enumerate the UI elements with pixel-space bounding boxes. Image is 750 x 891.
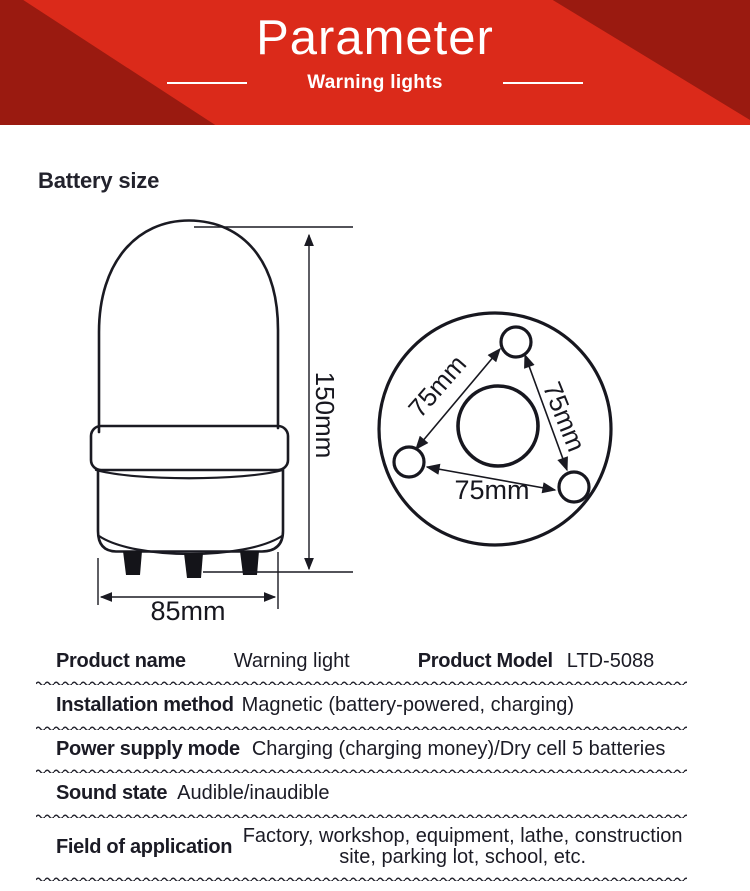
row-divider (36, 876, 687, 881)
side-view-base (98, 470, 283, 552)
width-dimension-label: 85mm (150, 596, 226, 626)
spec-table (36, 643, 687, 881)
height-dimension-label: 150mm (310, 371, 340, 459)
spec-label: Product Model (417, 650, 553, 672)
spec-value: Magnetic (battery-powered, charging) (241, 693, 575, 716)
spec-value: Warning light (233, 650, 350, 672)
row-divider (36, 725, 687, 730)
side-view-dome (99, 221, 278, 433)
top-view-hole-left (394, 447, 424, 477)
spec-label: Power supply mode (56, 737, 240, 760)
table-row (36, 818, 687, 876)
row-divider (36, 813, 687, 818)
spec-label: Product name (56, 650, 186, 672)
top-view-right-dimension-label: 75mm (536, 377, 592, 456)
subtitle-right-line (503, 82, 583, 84)
spec-value: Audible/inaudible (177, 781, 330, 804)
top-view-hole-right (559, 472, 589, 502)
table-row (36, 730, 687, 768)
spec-value: LTD-5088 (566, 650, 655, 672)
page-title: Parameter (256, 11, 494, 65)
side-view-feet (123, 551, 259, 578)
dimension-diagram (60, 215, 640, 630)
side-view-band (91, 426, 288, 470)
top-view-left-dimension-label: 75mm (402, 348, 473, 424)
spec-label: Field of application (56, 835, 233, 858)
row-divider (36, 680, 687, 685)
spec-label: Installation method (56, 693, 234, 716)
top-view-hole-top (501, 327, 531, 357)
spec-label: Sound state (56, 781, 168, 804)
row-divider (36, 768, 687, 773)
page-subtitle: Warning lights (307, 72, 443, 93)
section-heading: Battery size (38, 168, 160, 193)
table-row (36, 685, 687, 725)
header-banner (0, 0, 750, 125)
top-view-bottom-dimension-label: 75mm (454, 475, 530, 505)
spec-value: Factory, workshop, equipment, lathe, construction site, parking lot, school, etc. (242, 825, 683, 868)
table-row (36, 773, 687, 813)
top-view-center-hole (458, 386, 538, 466)
spec-value: Charging (charging money)/Dry cell 5 batteries (251, 737, 666, 760)
table-row (36, 643, 687, 680)
